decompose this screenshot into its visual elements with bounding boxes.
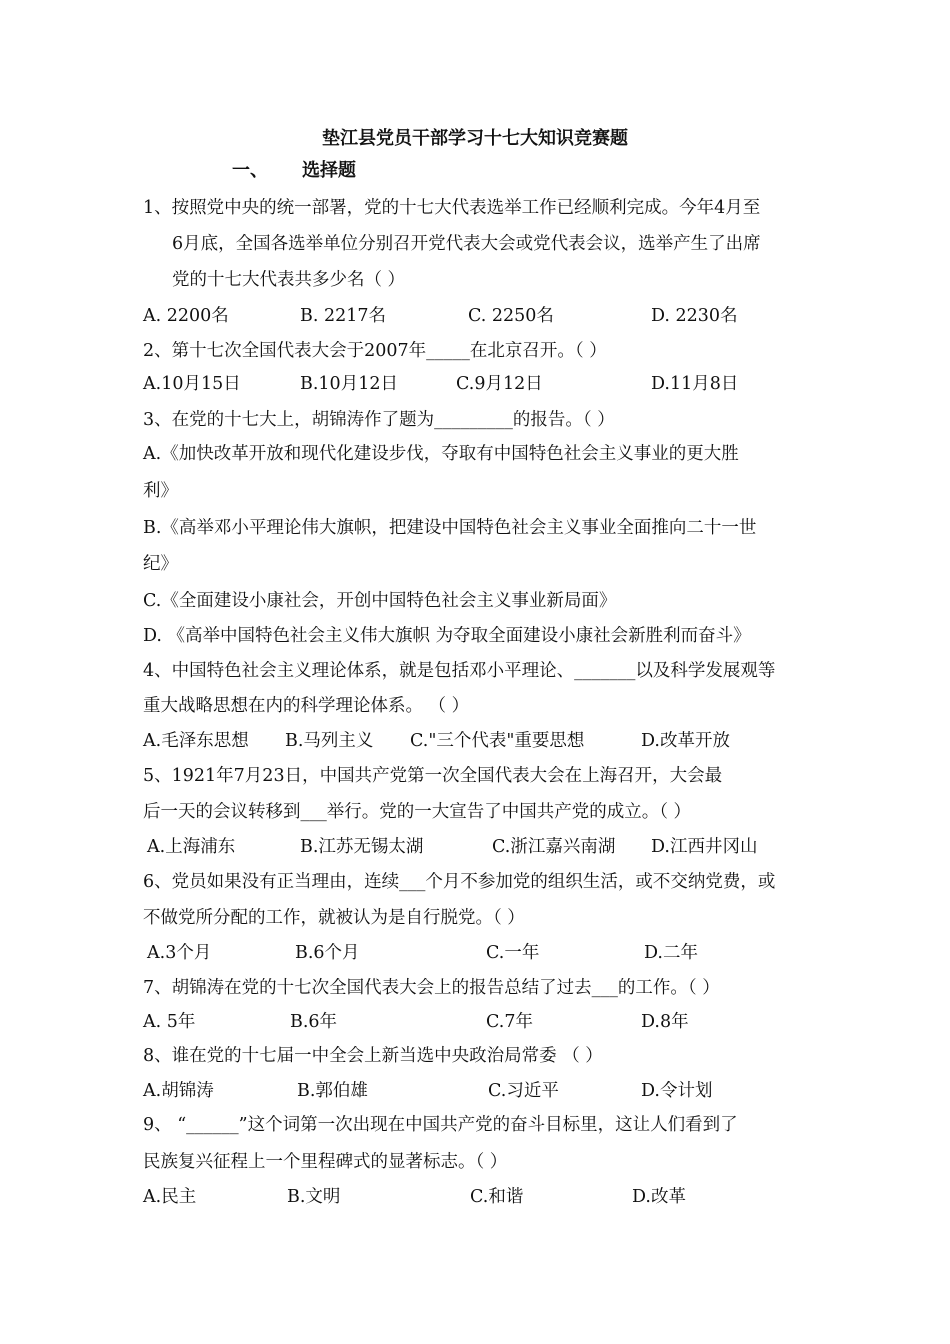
question-8-line-1: 8、谁在党的十七届一中全会上新当选中央政治局常委 （ ） [143,1046,603,1066]
question-3-line-1: 3、在党的十七大上，胡锦涛作了题为_________的报告。（ ） [143,410,615,430]
q5-option-d: D.江西井冈山 [651,837,758,857]
q5-option-c: C.浙江嘉兴南湖 [492,837,616,857]
q8-option-b: B.郭伯雄 [297,1081,368,1101]
q3-option-b-line-1: B.《高举邓小平理论伟大旗帜，把建设中国特色社会主义事业全面推向二十一世 [143,518,757,538]
question-1-line-2: 6月底，全国各选举单位分别召开党代表大会或党代表会议，选举产生了出席 [172,234,761,254]
question-6-line-2: 不做党所分配的工作，就被认为是自行脱党。（ ） [143,908,525,928]
q2-option-b: B.10月12日 [300,374,398,394]
q2-option-c: C.9月12日 [456,374,543,394]
question-5-line-2: 后一天的会议转移到___举行。党的一大宣告了中国共产党的成立。（ ） [143,802,692,822]
question-6-line-1: 6、党员如果没有正当理由，连续___个月不参加党的组织生活，或不交纳党费，或 [143,872,776,892]
question-1-line-1: 1、按照党中央的统一部署，党的十七大代表选举工作已经顺利完成。今年4月至 [143,198,761,218]
question-9-line-1: 9、 “______”这个词第一次出现在中国共产党的奋斗目标里，这让人们看到了 [143,1115,738,1135]
q7-option-a: A. 5年 [143,1012,196,1032]
q6-option-a: A.3个月 [147,943,212,963]
q1-option-a: A. 2200名 [143,306,229,326]
question-2-line-1: 2、第十七次全国代表大会于2007年_____在北京召开。（ ） [143,341,607,361]
q4-option-c: C."三个代表"重要思想 [410,731,585,751]
q3-option-a-line-1: A.《加快改革开放和现代化建设步伐，夺取有中国特色社会主义事业的更大胜 [143,444,739,464]
question-4-line-1: 4、中国特色社会主义理论体系，就是包括邓小平理论、_______以及科学发展观等 [143,661,776,681]
q2-option-d: D.11月8日 [651,374,739,394]
q9-option-c: C.和谐 [470,1187,524,1207]
q5-option-b: B.江苏无锡太湖 [300,837,424,857]
q3-option-c: C.《全面建设小康社会，开创中国特色社会主义事业新局面》 [143,591,617,611]
question-5-line-1: 5、1921年7月23日，中国共产党第一次全国代表大会在上海召开，大会最 [143,766,723,786]
q7-option-c: C.7年 [486,1012,533,1032]
q4-option-b: B.马列主义 [285,731,374,751]
q7-option-d: D.8年 [641,1012,689,1032]
document-title: 垫江县党员干部学习十七大知识竞赛题 [322,128,628,149]
q9-option-b: B.文明 [287,1187,341,1207]
q4-option-a: A.毛泽东思想 [143,731,249,751]
q6-option-d: D.二年 [644,943,698,963]
question-7-line-1: 7、胡锦涛在党的十七次全国代表大会上的报告总结了过去___的工作。（ ） [143,978,720,998]
q6-option-b: B.6个月 [295,943,360,963]
q4-option-d: D.改革开放 [641,731,730,751]
q6-option-c: C.一年 [486,943,540,963]
section-heading: 选择题 [302,160,356,181]
question-1-line-3: 党的十七大代表共多少名（ ） [172,270,406,290]
q3-option-b-line-2: 纪》 [143,554,178,574]
q9-option-d: D.改革 [632,1187,686,1207]
q3-option-a-line-2: 利》 [143,481,178,501]
question-4-line-2: 重大战略思想在内的科学理论体系。 （ ） [143,696,470,716]
q5-option-a: A.上海浦东 [147,837,236,857]
q2-option-a: A.10月15日 [143,374,241,394]
q8-option-c: C.习近平 [488,1081,559,1101]
q3-option-d: D. 《高举中国特色社会主义伟大旗帜 为夺取全面建设小康社会新胜利而奋斗》 [143,626,751,646]
q8-option-a: A.胡锦涛 [143,1081,214,1101]
q1-option-d: D. 2230名 [651,306,738,326]
q1-option-b: B. 2217名 [300,306,387,326]
q8-option-d: D.令计划 [641,1081,713,1101]
q1-option-c: C. 2250名 [468,306,554,326]
question-9-line-2: 民族复兴征程上一个里程碑式的显著标志。（ ） [143,1152,508,1172]
q7-option-b: B.6年 [290,1012,338,1032]
q9-option-a: A.民主 [143,1187,197,1207]
section-number: 一、 [232,160,268,181]
